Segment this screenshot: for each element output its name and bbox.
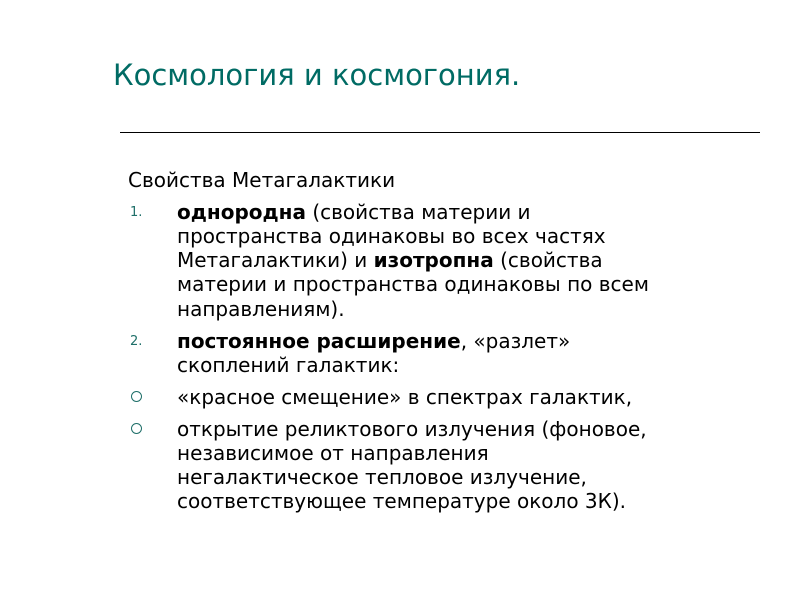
list-item-line — [177, 417, 647, 441]
text-segment: направлениям). — [177, 297, 345, 321]
text-segment: Метагалактики) и — [177, 248, 374, 272]
list-item-line — [177, 248, 603, 272]
text-segment: «красное смещение» в спектрах галактик, — [177, 385, 633, 409]
list-number: 2. — [130, 334, 143, 349]
bold-term: постоянное расширение — [177, 329, 461, 353]
text-segment: негалактическое тепловое излучение, — [177, 465, 587, 489]
list-item-line — [177, 489, 626, 513]
list-number: 1. — [130, 205, 143, 220]
list-item-line — [177, 224, 606, 248]
text-segment: материи и пространства одинаковы по всем — [177, 272, 649, 296]
text-segment: , «разлет» — [460, 329, 571, 353]
circle-bullet-icon — [131, 423, 142, 434]
list-item-line — [177, 465, 587, 489]
title-divider — [120, 132, 760, 133]
list-item-line — [177, 272, 649, 296]
text-segment: открытие реликтового излучения (фоновое, — [177, 417, 647, 441]
bold-term: изотропна — [373, 248, 494, 272]
slide-title: Космология и космогония. — [113, 58, 521, 92]
text-segment: независимое от направления — [177, 441, 489, 465]
text-segment: соответствующее температуре около 3К). — [177, 489, 627, 513]
bold-term: однородна — [177, 200, 306, 224]
text-segment: (свойства материи и — [305, 200, 531, 224]
list-item-line — [177, 200, 531, 224]
list-item-line — [177, 297, 345, 321]
text-segment: пространства одинаковы во всех частях — [177, 224, 606, 248]
text-segment: скоплений галактик: — [177, 353, 400, 377]
list-item-line — [177, 441, 489, 465]
list-item-line — [177, 329, 570, 353]
circle-bullet-icon — [131, 391, 142, 402]
text-segment: (свойства — [493, 248, 603, 272]
section-heading: Свойства Метагалактики — [128, 168, 396, 192]
list-item-line — [177, 385, 632, 409]
list-item-line — [177, 353, 399, 377]
